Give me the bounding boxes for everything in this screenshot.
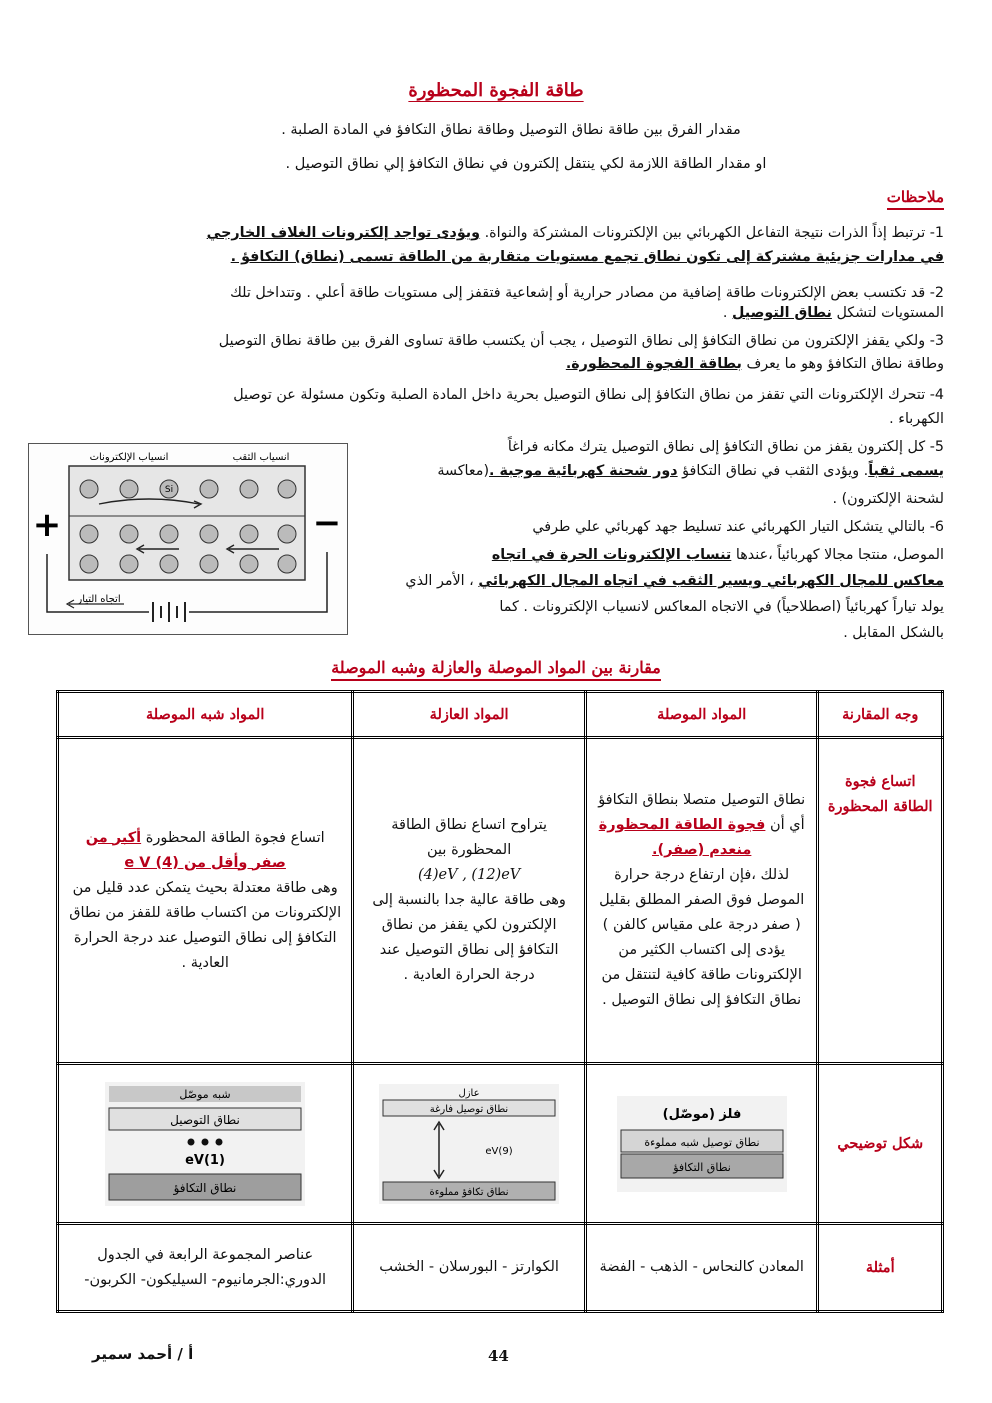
note-4-line-2: الكهرباء . [889,411,944,427]
svg-text:(1)eV: (1)eV [185,1152,226,1168]
note-5-line-2: يسمى ثقباً. ويؤدى الثقب في نطاق التكافؤ دور شحنة كهربائية موجبة .(معاكسة [437,463,944,479]
header-aspect: وجه المقارنة [818,692,943,738]
note-6-line-1: 6- بالتالي يتشكل التيار الكهربائي عند تسليط جهد كهربائي علي طرفي [532,519,944,535]
note-6-line-4: يولد تياراً كهربائياً (اصطلاحياً) في الاتجاه المعاكس لانسياب الإلكترونات . كما [499,599,944,615]
definition-line-2: او مقدار الطاقة اللازمة لكي ينتقل إلكترون في نطاق التكافؤ إلي نطاق التوصيل . [285,156,767,172]
note-2-line-1: 2- قد تكتسب بعض الإلكترونات طاقة إضافية من مصادر حرارية أو إشعاعية فتقفز إلى مستويات طاقة أعلي . وتتداخل تلك [230,285,944,301]
definition-line-1: مقدار الفرق بين طاقة نطاق التوصيل وطاقة نطاق التكافؤ في المادة الصلبة . [281,122,741,138]
note-6-line-3: معاكس للمجال الكهربائي ويسير الثقب في اتجاه المجال الكهربائي ، الأمر الذي [405,573,944,589]
table-row-figure [58,1064,943,1224]
svg-text:نطاق توصيل شبه مملوءة: نطاق توصيل شبه مملوءة [644,1135,760,1149]
page-number: 44 [488,1347,509,1365]
insulator-band-figure [379,1084,559,1204]
cell-conductor-gap: نطاق التوصيل متصلا بنطاق التكافؤ أي أن فجوة الطاقة المحظورة منعدم (صفر). لذلك ،فإن ارتفاع درجة حرارة الموصل فوق الصفر المطلق بقليل ( صفر درجة على مقياس كالفن ) يؤدى إلى اكتساب الكثير من الإلكترونات طاقة كافية لتنتقل من نطاق التكافؤ إلى نطاق التوصيل . [585,738,818,1064]
page-title: طاقة الفجوة المحظورة [408,80,584,101]
header-conductor: المواد الموصلة [585,692,818,738]
current-flow-diagram [28,443,348,635]
plus-terminal: + [32,505,62,545]
electron-flow-label: انسياب الإلكترونات [89,452,169,463]
comparison-table [56,690,944,1313]
table-row-gap [58,738,943,1064]
svg-text:(9)eV: (9)eV [485,1145,513,1157]
header-semiconductor: المواد شبه الموصلة [58,692,353,738]
current-flow-svg [29,444,347,634]
note-3-line-1: 3- ولكي يقفز الإلكترون من نطاق التكافؤ إلى نطاق التوصيل ، يجب أن يكتسب طاقة تساوى الفرق بين طاقة نطاق التوصيل [218,333,944,349]
svg-text:عازل: عازل [458,1087,480,1099]
si-label: Si [164,485,174,495]
svg-text:نطاق التوصيل: نطاق التوصيل [170,1112,241,1127]
row-examples-label: أمثلة [818,1224,943,1312]
cell-insulator-figure [353,1064,586,1224]
svg-text:شبه موصّل: شبه موصّل [179,1087,231,1101]
semiconductor-band-figure [105,1082,305,1206]
svg-text:نطاق التكافؤ: نطاق التكافؤ [672,1160,731,1174]
notes-heading: ملاحظات [887,188,944,210]
note-1-line-1: 1- ترتبط إذاً الذرات نتيجة التفاعل الكهربائي بين الإلكترونات المشتركة والنواة. ويؤدى تواجد إلكترونات الغلاف الخارجي [206,225,944,241]
svg-text:نطاق التكافؤ: نطاق التكافؤ [173,1180,237,1195]
footer-author: أ / أحمد سمير [92,1345,194,1363]
hole-flow-label: انسياب الثقب [232,452,290,463]
note-3-line-2: وطاقة نطاق التكافؤ وهو ما يعرف بطاقة الفجوة المحظورة. [565,356,944,372]
svg-text:نطاق تكافؤ مملوءة: نطاق تكافؤ مملوءة [429,1186,509,1198]
cell-conductor-figure [585,1064,818,1224]
current-direction-label: اتجاه التيار [77,594,121,605]
note-6-line-5: بالشكل المقابل . [843,625,944,641]
conductor-band-figure [617,1096,787,1192]
cell-conductor-examples: المعادن كالنحاس - الذهب - الفضة [585,1224,818,1312]
note-5-line-3: لشحنة الإلكترون) . [832,491,944,507]
row-gap-label: اتساع فجوة الطاقة المحظورة [818,738,943,1064]
electron-dots [188,1138,223,1145]
header-insulator: المواد العازلة [353,692,586,738]
row-figure-label: شكل توضيحي [818,1064,943,1224]
minus-terminal: − [312,503,342,543]
cell-semiconductor-figure [58,1064,353,1224]
comparison-title: مقارنة بين المواد الموصلة والعازلة وشبه الموصلة [0,658,992,677]
cell-insulator-gap: يتراوح اتساع نطاق الطاقة المحظورة بين (4)eV , (12)eV وهى طاقة عالية جدا بالنسبة إلى الإلكترون لكي يقفز من نطاق التكافؤ إلى نطاق التوصيل عند درجة الحرارة العادية . [353,738,586,1064]
cell-insulator-examples: الكوارتز - البورسلان - الخشب [353,1224,586,1312]
table-row-examples [58,1224,943,1312]
table-header-row [58,692,943,738]
note-2-line-2: المستويات لتشكل نطاق التوصيل . [722,305,944,321]
note-6-line-2: الموصل، منتجا مجالا كهربائياً ،عندها تنساب الإلكترونات الحرة في اتجاه [491,547,944,563]
note-4-line-1: 4- تتحرك الإلكترونات التي تقفز من نطاق التكافؤ إلى نطاق التوصيل بحرية داخل المادة الصلبة وتكون مسئولة عن توصيل [233,387,944,403]
svg-text:فلز (موصّل): فلز (موصّل) [662,1106,742,1122]
svg-text:نطاق توصيل فارغة: نطاق توصيل فارغة [429,1103,509,1115]
cell-semiconductor-gap: اتساع فجوة الطاقة المحظورة أكبر من صفر وأقل من e V (4) وهى طاقة معتدلة بحيث يتمكن عدد قليل من الإلكترونات من اكتساب طاقة للقفز من نطاق التكافؤ إلى نطاق التوصيل عند درجة الحرارة العادية . [58,738,353,1064]
battery-icon [153,602,185,622]
note-5-line-1: 5- كل إلكترون يقفز من نطاق التكافؤ إلى نطاق التوصيل يترك مكانه فراغاً [507,439,944,455]
note-1-line-2: في مدارات جزيئية مشتركة إلى تكون نطاق تجمع مستويات متقاربة من الطاقة تسمى (نطاق) التكافؤ . [230,249,944,265]
cell-semiconductor-examples: عناصر المجموعة الرابعة في الجدول الدوري:الجرمانيوم- السيليكون- الكربون- [58,1224,353,1312]
